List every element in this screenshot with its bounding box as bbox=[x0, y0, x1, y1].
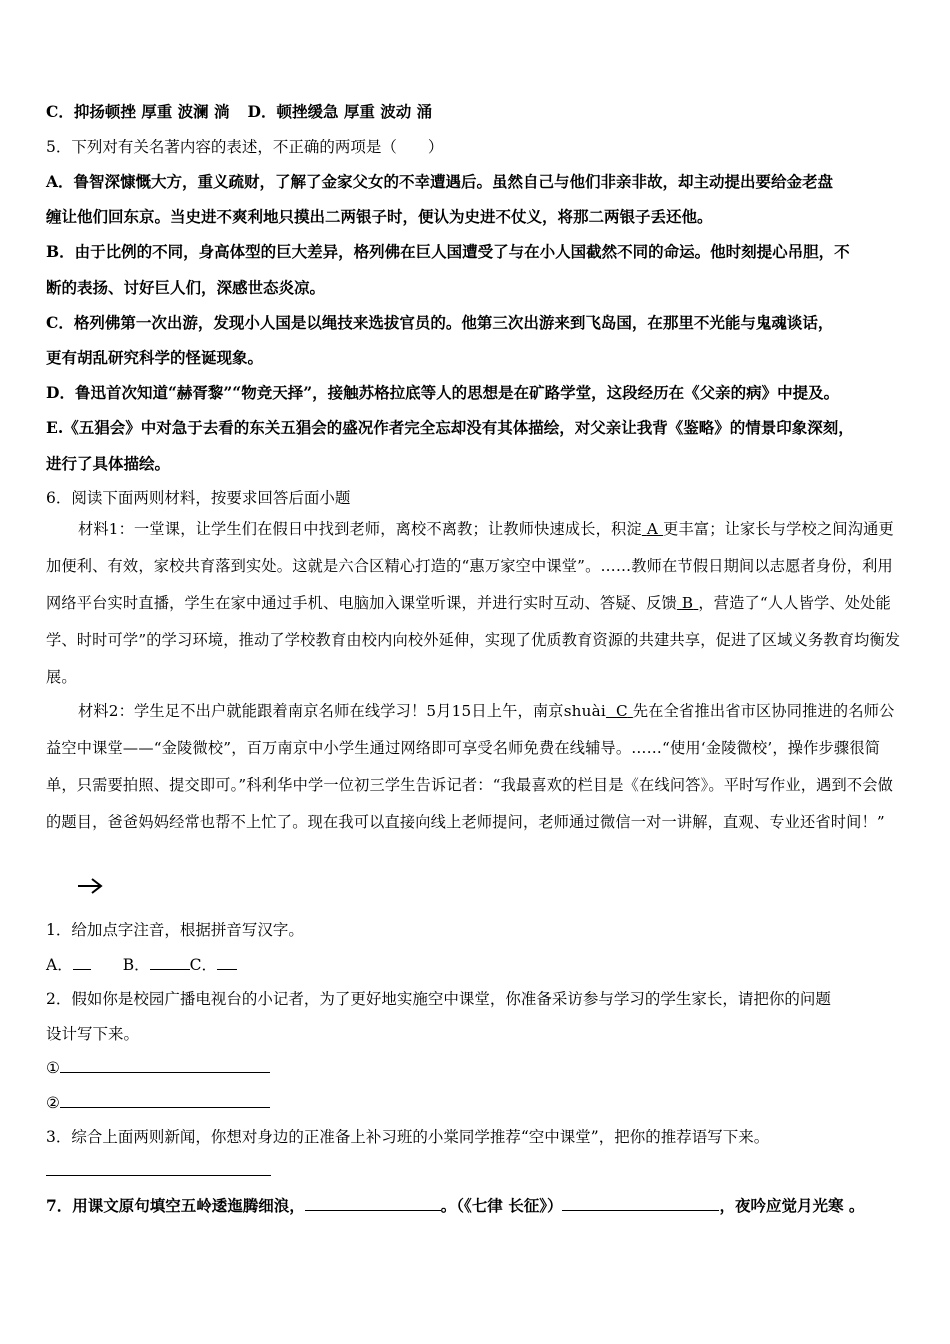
q5-stem: 5．下列对有关名著内容的表述，不正确的两项是（ ） bbox=[46, 138, 444, 156]
q4-option-d: D．顿挫缓急 厚重 波动 涌 bbox=[247, 102, 433, 121]
material-2-part-a: 材料2：学生足不出户就能跟着南京名师在线学习！5月15日上午，南京shuài bbox=[78, 702, 606, 720]
q7-mid: 。（《七律 长征》） bbox=[440, 1196, 563, 1215]
q5-option-b-line2: 断的表扬、讨好巨人们，深感世态炎凉。 bbox=[46, 278, 326, 297]
q5-option-e-line2: 进行了具体描绘。 bbox=[46, 454, 171, 473]
mark-b-label: B bbox=[681, 594, 694, 612]
material-1-part-a: 材料1：一堂课，让学生们在假日中找到老师，离校不离教；让教师快速成长，积淀 bbox=[78, 520, 642, 538]
circled-number-2: ② bbox=[46, 1094, 60, 1112]
material-1-part-c: ，营造了“人人皆学、处处能学、时时可学”的学习环境，推动了学校教育由校内向校外延伸，实现了优质教育资源的共建共享，促进了区域义务教育均衡发展。 bbox=[46, 594, 901, 686]
circled-number-1: ① bbox=[46, 1059, 60, 1077]
q6-sub2-answer-1 bbox=[46, 1058, 270, 1078]
q5-option-c-line2: 更有胡乱研究科学的怪诞现象。 bbox=[46, 348, 264, 367]
q6-stem: 6．阅读下面两则材料，按要求回答后面小题 bbox=[46, 489, 351, 507]
q6-material-2 bbox=[46, 693, 908, 841]
q6-sub1-blanks bbox=[46, 955, 237, 975]
q4-option-c: C．抑扬顿挫 厚重 波澜 淌 bbox=[46, 102, 230, 121]
right-arrow-icon bbox=[76, 876, 104, 896]
mark-c-label: C bbox=[616, 702, 628, 720]
sub1-label-b: B． bbox=[122, 956, 150, 974]
q6-sub1: 1．给加点字注音，根据拼音写汉字。 bbox=[46, 921, 304, 939]
sub1-label-a: A． bbox=[46, 956, 73, 974]
sub1-label-c: C． bbox=[189, 956, 217, 974]
q5-option-b-line1: B．由于比例的不同，身高体型的巨大差异，格列佛在巨人国遭受了与在小人国截然不同的命运。他时刻提心吊胆，不 bbox=[46, 242, 850, 261]
q6-sub2-line1: 2．假如你是校园广播电视台的小记者，为了更好地实施空中课堂，你准备采访参与学习的学生家长，请把你的问题 bbox=[46, 990, 831, 1008]
q7-suffix: ，夜吟应觉月光寒 。 bbox=[719, 1196, 865, 1215]
q6-sub2-line2: 设计写下来。 bbox=[46, 1025, 140, 1043]
answer-line-2[interactable] bbox=[60, 1093, 270, 1108]
q7-blank-1[interactable] bbox=[305, 1196, 441, 1211]
q6-sub3: 3．综合上面两则新闻，你想对身边的正准备上补习班的小棠同学推荐“空中课堂”，把你的推荐语写下来。 bbox=[46, 1128, 770, 1146]
blank-mark-c bbox=[606, 702, 633, 720]
q5-option-d-line1: D．鲁迅首次知道“赫胥黎”“物竞天择”，接触苏格拉底等人的思想是在矿路学堂，这段经历在《父亲的病》中提及。 bbox=[46, 383, 840, 402]
material-1-part-b: 更丰富；让家长与学校之间沟通更加便利、有效，家校共育落到实处。这就是六合区精心打造的“惠万家空中课堂”。……教师在节假日期间以志愿者身份，利用网络平台实时直播，学生在家中通过手机、电脑加入课堂听课，并进行实时互动、答疑、反馈 bbox=[46, 520, 894, 612]
mark-a-label: A bbox=[646, 520, 659, 538]
q7-prefix: 7．用课文原句填空五岭逶迤腾细浪， bbox=[46, 1196, 305, 1215]
blank-mark-b bbox=[677, 594, 698, 612]
q5-option-c-line1: C．格列佛第一次出游，发现小人国是以绳技来选拔官员的。他第三次出游来到飞岛国，在那里不光能与鬼魂谈话， bbox=[46, 313, 834, 332]
q5-option-e-line1: E.《五猖会》中对急于去看的东关五猖会的盛况作者完全忘却没有其体描绘，对父亲让我背《鉴略》的情景印象深刻， bbox=[46, 418, 854, 437]
answer-blank-a[interactable] bbox=[73, 955, 91, 970]
blank-mark-a bbox=[642, 520, 663, 538]
q7-blank-2[interactable] bbox=[562, 1196, 719, 1211]
answer-blank-c[interactable] bbox=[217, 955, 237, 970]
q6-material-1 bbox=[46, 511, 908, 696]
q7-question bbox=[46, 1196, 864, 1216]
material-2-part-b: 先在全省推出省市区协同推进的名师公益空中课堂——“金陵微校”，百万南京中小学生通过网络即可享受名师免费在线辅导。……“使用‘金陵微校’，操作步骤很简单，只需要拍照、提交即可。”科利华中学一位初三学生告诉记者：“我最喜欢的栏目是《在线问答》。平时写作业，遇到不会做的题目，爸爸妈妈经常也帮不上忙了。现在我可以直接向线上老师提问，老师通过微信一对一讲解，直观、专业还省时间！” bbox=[46, 702, 895, 831]
answer-blank-b[interactable] bbox=[150, 955, 190, 970]
answer-line-3[interactable] bbox=[46, 1161, 271, 1176]
q5-option-a-line2: 缠让他们回东京。当史进不爽利地只摸出二两银子时，便认为史进不仗义，将那二两银子丢还他。 bbox=[46, 207, 713, 226]
q6-sub3-answer bbox=[46, 1161, 271, 1181]
q6-sub2-answer-2 bbox=[46, 1093, 270, 1113]
q4-options bbox=[46, 102, 432, 122]
answer-line-1[interactable] bbox=[60, 1058, 270, 1073]
q5-option-a-line1: A．鲁智深慷慨大方，重义疏财，了解了金家父女的不幸遭遇后。虽然自己与他们非亲非故，却主动提出要给金老盘 bbox=[46, 172, 834, 191]
